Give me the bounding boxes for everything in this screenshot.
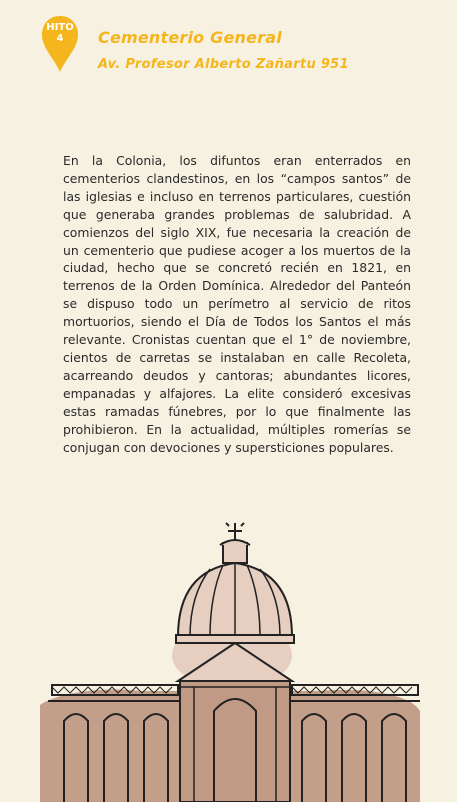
badge-label — [40, 22, 80, 44]
badge-number: 4 — [56, 33, 64, 44]
page-title: Cementerio General — [98, 28, 282, 47]
address-subtitle: Av. Profesor Alberto Zañartu 951 — [98, 57, 349, 72]
badge-hito: HITO — [46, 22, 74, 33]
body-paragraph: En la Colonia, los difuntos eran enterrados en cementerios clandestinos, en los “campos santos” de las iglesias e incluso en terrenos particulares, cuestión que generaba grandes problemas de salubridad. A comienzos del siglo XIX, fue necesaria la creación de un cementerio que pudiese acoger a los muertos de la ciudad, hecho que se concretó recién en 1821, en terrenos de la Orden Domínica. Alrededor del Panteón se dispuso todo un perímetro al servicio de ritos mortuorios, siendo el Día de Todos los Santos el más relevante. Cronistas cuentan que el 1° de noviembre, cientos de carretas se instalaban en calle Recoleta, acarreando deudos y cantoras; abundantes licores, empanadas y alfajores. La elite consideró excesivas estas ramadas fúnebres, por lo que finalmente las prohibieron. En la actualidad, múltiples romerías se conjugan con devociones y supersticiones populares. — [63, 153, 411, 455]
cemetery-building-illustration — [0, 515, 457, 802]
